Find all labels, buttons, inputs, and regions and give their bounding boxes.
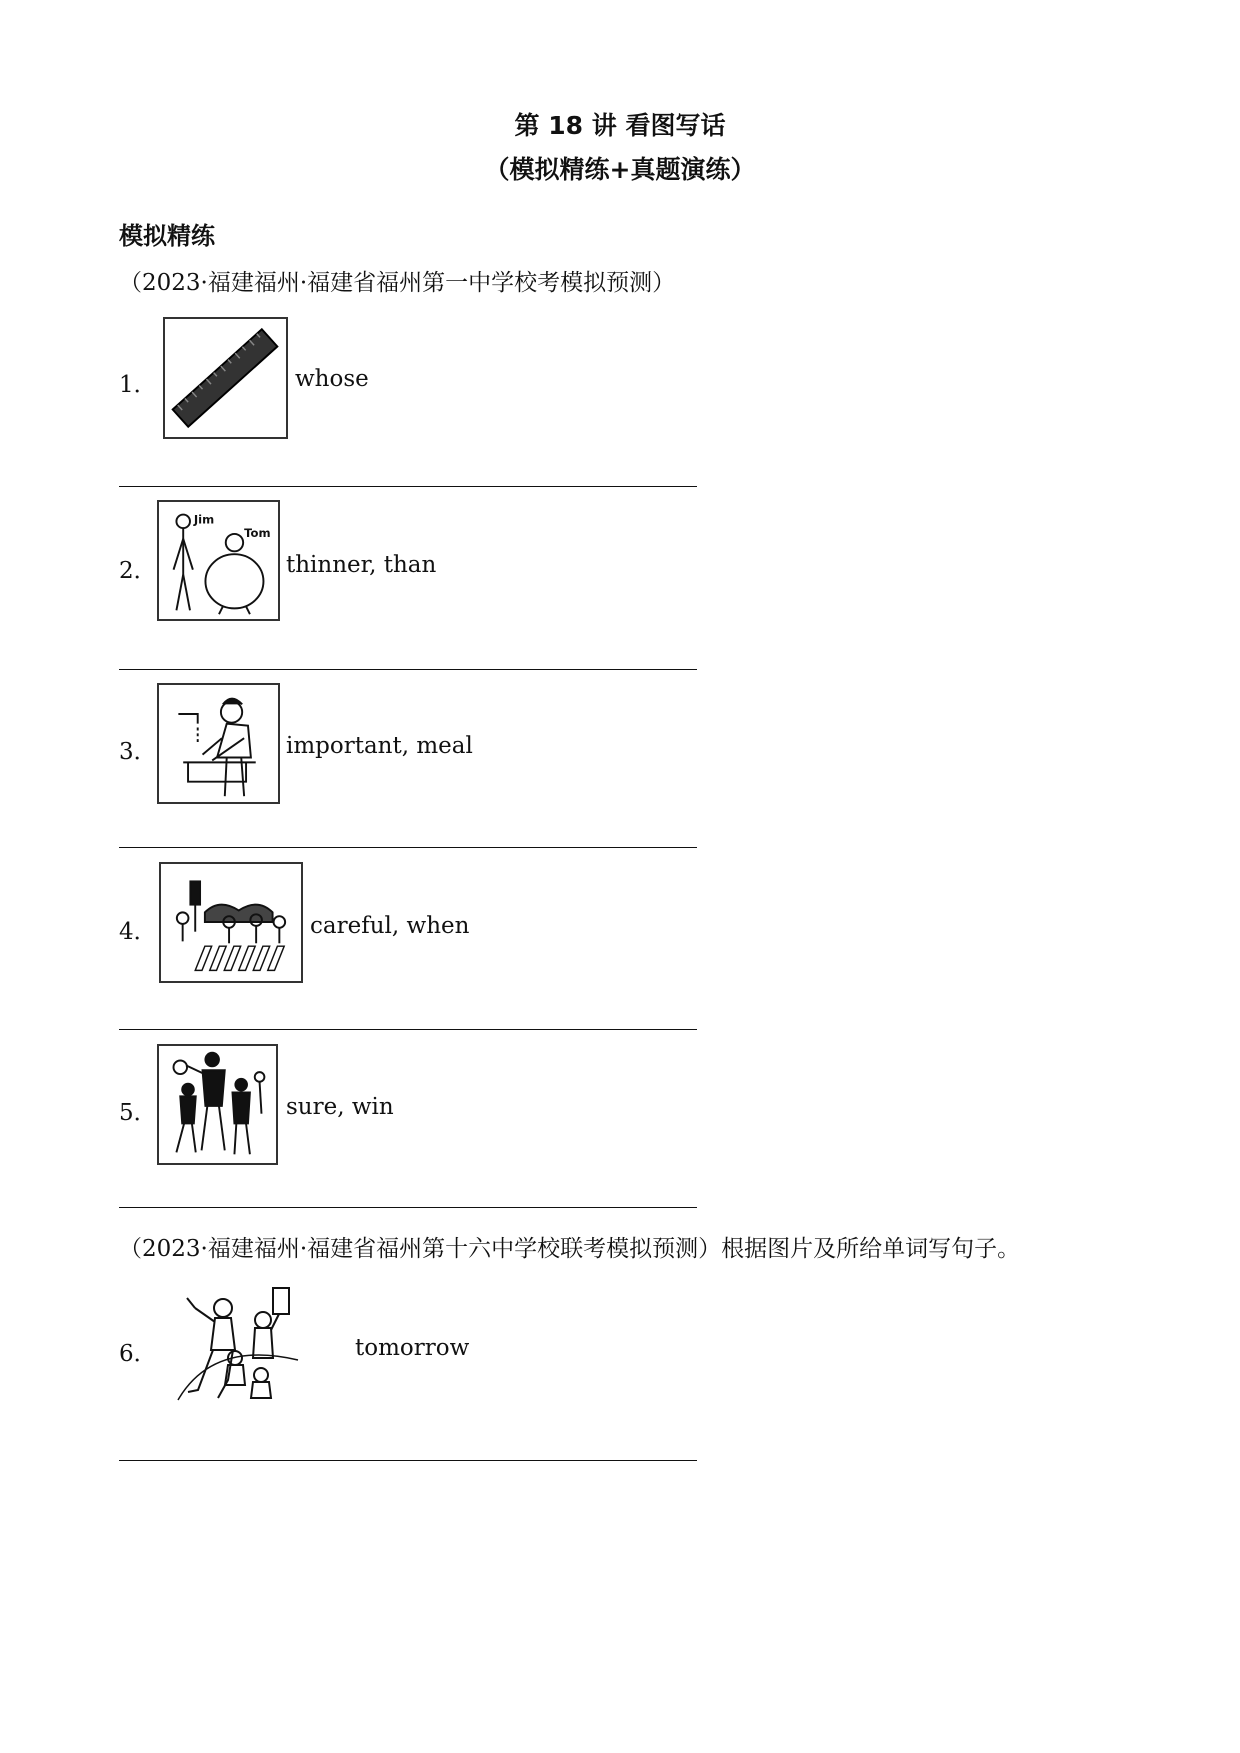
answer-line-4[interactable]	[119, 1029, 697, 1030]
question-number-6: 6．	[119, 1341, 157, 1367]
question-number-3: 3．	[119, 739, 157, 765]
source-note-2: （2023·福建福州·福建省福州第十六中学校联考模拟预测）根据图片及所给单词写句子。	[119, 1236, 1021, 1262]
page-subtitle: （模拟精练+真题演练）	[484, 155, 756, 184]
given-words-1: whose	[295, 366, 369, 392]
question-number-5: 5．	[119, 1100, 157, 1126]
given-words-5: sure, win	[286, 1094, 394, 1120]
picture-label-tom: Tom	[244, 525, 271, 540]
ruler-icon	[163, 317, 288, 439]
source-note-1: （2023·福建福州·福建省福州第一中学校考模拟预测）	[119, 270, 676, 296]
picture-label-jim: Jim	[193, 512, 215, 527]
given-words-3: important, meal	[286, 733, 473, 759]
section-heading: 模拟精练	[119, 222, 215, 250]
question-number-2: 2．	[119, 558, 157, 584]
given-words-2: thinner, than	[286, 552, 437, 578]
given-words-6: tomorrow	[355, 1335, 470, 1361]
answer-line-6[interactable]	[119, 1460, 697, 1461]
question-number-1: 1．	[119, 372, 157, 398]
crosswalk-icon	[159, 862, 303, 983]
basketball-icon	[157, 1044, 278, 1165]
question-number-4: 4．	[119, 919, 157, 945]
jim-tom-icon	[157, 500, 280, 621]
answer-line-3[interactable]	[119, 847, 697, 848]
answer-line-5[interactable]	[119, 1207, 697, 1208]
given-words-4: careful, when	[310, 913, 470, 939]
answer-line-2[interactable]	[119, 669, 697, 670]
family-outing-icon	[173, 1280, 303, 1410]
answer-line-1[interactable]	[119, 486, 697, 487]
washing-hands-icon	[157, 683, 280, 804]
page-title: 第 18 讲 看图写话	[514, 111, 726, 140]
